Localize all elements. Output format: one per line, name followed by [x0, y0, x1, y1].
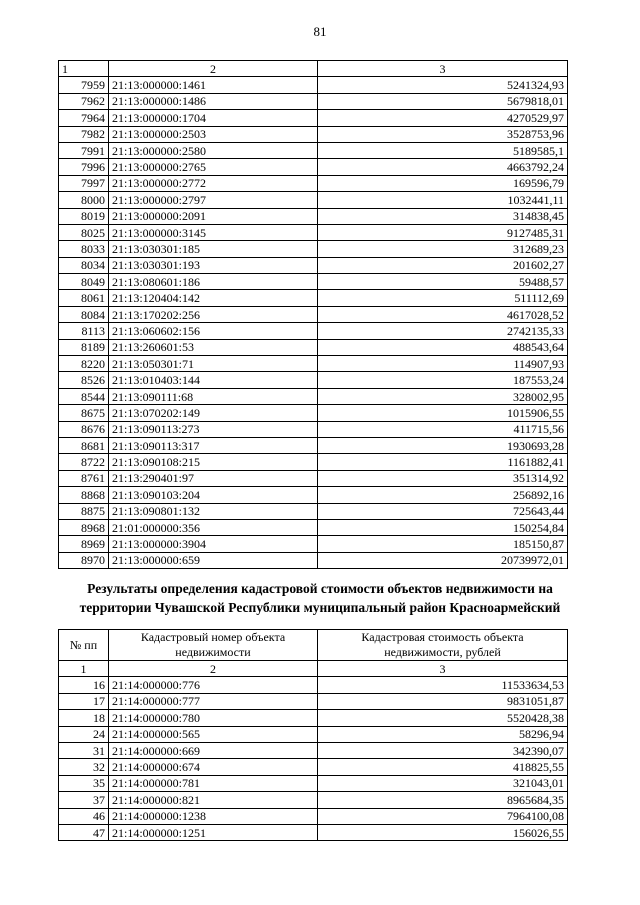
cadastral-number: 21:14:000000:674: [109, 759, 318, 775]
cadastral-value: 3528753,96: [318, 126, 568, 142]
table-row: [59, 536, 568, 552]
row-number: 8033: [59, 241, 109, 257]
table-row: [59, 470, 568, 486]
cadastral-number: 21:13:090113:273: [109, 421, 318, 437]
cadastral-value: 169596,79: [318, 175, 568, 191]
cadastral-value: 20739972,01: [318, 552, 568, 568]
column-index-3: 3: [318, 661, 568, 677]
cadastral-number: 21:13:000000:3904: [109, 536, 318, 552]
cadastral-value: 488543,64: [318, 339, 568, 355]
section-heading-line-2: территории Чувашской Республики муниципальный район Красноармейский: [79, 600, 561, 615]
section-heading: [40, 579, 600, 617]
row-number: 7997: [59, 175, 109, 191]
cadastral-number: 21:13:000000:2772: [109, 175, 318, 191]
row-number: 8969: [59, 536, 109, 552]
page-number: 81: [313, 24, 327, 39]
row-number: 8968: [59, 519, 109, 535]
cadastral-value: 4617028,52: [318, 306, 568, 322]
cadastral-value: 2742135,33: [318, 323, 568, 339]
table-row: [59, 503, 568, 519]
cadastral-value: 1015906,55: [318, 405, 568, 421]
table-row: [59, 93, 568, 109]
table-row: [59, 808, 568, 824]
cadastral-value: 185150,87: [318, 536, 568, 552]
cadastral-value: 321043,01: [318, 775, 568, 791]
column-header-number: 1: [59, 61, 109, 77]
cadastral-value: 5679818,01: [318, 93, 568, 109]
cadastral-value: 5189585,1: [318, 142, 568, 158]
cadastral-number: 21:13:000000:2580: [109, 142, 318, 158]
cadastral-number: 21:14:000000:821: [109, 792, 318, 808]
table-row: [59, 159, 568, 175]
cadastral-number: 21:13:120404:142: [109, 290, 318, 306]
row-number: 8025: [59, 224, 109, 240]
cadastral-value: 328002,95: [318, 388, 568, 404]
cadastral-value: 4663792,24: [318, 159, 568, 175]
row-number: 7991: [59, 142, 109, 158]
cadastral-number: 21:14:000000:565: [109, 726, 318, 742]
table-row: [59, 192, 568, 208]
row-number: 18: [59, 710, 109, 726]
table-index-row: [59, 661, 568, 677]
cadastral-value: 156026,55: [318, 824, 568, 840]
cadastral-number: 21:13:000000:2503: [109, 126, 318, 142]
table-row: [59, 77, 568, 93]
row-number: 8681: [59, 437, 109, 453]
cadastral-number: 21:13:030301:193: [109, 257, 318, 273]
row-number: 8761: [59, 470, 109, 486]
column-header-value: 3: [318, 61, 568, 77]
cadastral-number: 21:13:000000:1486: [109, 93, 318, 109]
cadastral-value: 1930693,28: [318, 437, 568, 453]
table-row: [59, 487, 568, 503]
cadastral-value: 59488,57: [318, 274, 568, 290]
table-row: [59, 519, 568, 535]
cadastral-number: 21:13:000000:2765: [109, 159, 318, 175]
row-number: 8034: [59, 257, 109, 273]
cadastral-number: 21:13:000000:2091: [109, 208, 318, 224]
row-number: 8544: [59, 388, 109, 404]
table-row: [59, 274, 568, 290]
table-row: [59, 775, 568, 791]
cadastral-value: 314838,45: [318, 208, 568, 224]
row-number: 8113: [59, 323, 109, 339]
cadastral-number: 21:13:010403:144: [109, 372, 318, 388]
table-row: [59, 437, 568, 453]
table-row: [59, 356, 568, 372]
row-number: 8676: [59, 421, 109, 437]
cadastral-number: 21:13:170202:256: [109, 306, 318, 322]
cadastral-number: 21:13:090103:204: [109, 487, 318, 503]
cadastral-value: 1161882,41: [318, 454, 568, 470]
table-row: [59, 339, 568, 355]
table-row: [59, 175, 568, 191]
column-header-cadastral-id: 2: [109, 61, 318, 77]
row-number: 8061: [59, 290, 109, 306]
cadastral-number: 21:14:000000:776: [109, 677, 318, 693]
cadastral-number: 21:13:090801:132: [109, 503, 318, 519]
row-number: 8000: [59, 192, 109, 208]
cadastral-value: 342390,07: [318, 742, 568, 758]
cadastral-value: 411715,56: [318, 421, 568, 437]
row-number: 8189: [59, 339, 109, 355]
row-number: 8526: [59, 372, 109, 388]
table-row: [59, 306, 568, 322]
table-row: [59, 792, 568, 808]
cadastral-value: 312689,23: [318, 241, 568, 257]
row-number: 32: [59, 759, 109, 775]
cadastral-value: 511112,69: [318, 290, 568, 306]
row-number: 7962: [59, 93, 109, 109]
table-row: [59, 742, 568, 758]
cadastral-number: 21:01:000000:356: [109, 519, 318, 535]
cadastral-value: 351314,92: [318, 470, 568, 486]
cadastral-number: 21:13:080601:186: [109, 274, 318, 290]
cadastral-value: 150254,84: [318, 519, 568, 535]
cadastral-value: 114907,93: [318, 356, 568, 372]
cadastral-value: 9127485,31: [318, 224, 568, 240]
row-number: 8875: [59, 503, 109, 519]
table-row: [59, 110, 568, 126]
row-number: 16: [59, 677, 109, 693]
table-row: [59, 142, 568, 158]
table-row: [59, 552, 568, 568]
cadastral-value: 256892,16: [318, 487, 568, 503]
cadastral-value: 9831051,87: [318, 693, 568, 709]
row-number: 7964: [59, 110, 109, 126]
cadastral-number: 21:13:000000:2797: [109, 192, 318, 208]
cadastral-number: 21:13:070202:149: [109, 405, 318, 421]
cadastral-value: 187553,24: [318, 372, 568, 388]
table-row: [59, 693, 568, 709]
cadastral-value: 58296,94: [318, 726, 568, 742]
table-row: [59, 372, 568, 388]
table-row: [59, 454, 568, 470]
row-number: 8084: [59, 306, 109, 322]
column-index-1: 1: [59, 661, 109, 677]
row-number: 7982: [59, 126, 109, 142]
row-number: 46: [59, 808, 109, 824]
cadastral-number: 21:13:090113:317: [109, 437, 318, 453]
cadastral-value: 5241324,93: [318, 77, 568, 93]
table-row: [59, 208, 568, 224]
row-number: 7996: [59, 159, 109, 175]
cadastral-number: 21:13:060602:156: [109, 323, 318, 339]
table-row: [59, 759, 568, 775]
cadastral-number: 21:13:000000:1704: [109, 110, 318, 126]
cadastral-value: 1032441,11: [318, 192, 568, 208]
cadastral-number: 21:14:000000:1251: [109, 824, 318, 840]
table-row: [59, 405, 568, 421]
row-number: 17: [59, 693, 109, 709]
row-number: 7959: [59, 77, 109, 93]
cadastral-value: 8965684,35: [318, 792, 568, 808]
cadastral-number: 21:13:000000:1461: [109, 77, 318, 93]
row-number: 8675: [59, 405, 109, 421]
cadastral-number: 21:13:090111:68: [109, 388, 318, 404]
cadastral-value: 7964100,08: [318, 808, 568, 824]
column-header-number: № пп: [59, 630, 109, 661]
cadastral-number: 21:14:000000:781: [109, 775, 318, 791]
table-row: [59, 224, 568, 240]
cadastral-value: 4270529,97: [318, 110, 568, 126]
table-row: [59, 388, 568, 404]
column-index-2: 2: [109, 661, 318, 677]
table-header-row: [59, 630, 568, 661]
row-number: 8970: [59, 552, 109, 568]
table-row: [59, 726, 568, 742]
cadastral-table-2: [58, 629, 568, 841]
cadastral-table-1: [58, 60, 568, 569]
cadastral-value: 11533634,53: [318, 677, 568, 693]
table-row: [59, 421, 568, 437]
row-number: 35: [59, 775, 109, 791]
cadastral-value: 5520428,38: [318, 710, 568, 726]
cadastral-number: 21:14:000000:669: [109, 742, 318, 758]
table-row: [59, 323, 568, 339]
column-header-cadastral-id: Кадастровый номер объекта недвижимости: [109, 630, 318, 661]
row-number: 37: [59, 792, 109, 808]
row-number: 8220: [59, 356, 109, 372]
cadastral-number: 21:13:260601:53: [109, 339, 318, 355]
row-number: 8019: [59, 208, 109, 224]
table-row: [59, 257, 568, 273]
table-row: [59, 290, 568, 306]
cadastral-number: 21:13:050301:71: [109, 356, 318, 372]
table-row: [59, 824, 568, 840]
row-number: 8722: [59, 454, 109, 470]
cadastral-number: 21:13:000000:659: [109, 552, 318, 568]
table-row: [59, 126, 568, 142]
table-row: [59, 677, 568, 693]
cadastral-number: 21:13:030301:185: [109, 241, 318, 257]
cadastral-number: 21:13:290401:97: [109, 470, 318, 486]
cadastral-number: 21:14:000000:777: [109, 693, 318, 709]
row-number: 8049: [59, 274, 109, 290]
cadastral-number: 21:13:000000:3145: [109, 224, 318, 240]
row-number: 24: [59, 726, 109, 742]
cadastral-number: 21:14:000000:780: [109, 710, 318, 726]
cadastral-number: 21:13:090108:215: [109, 454, 318, 470]
row-number: 47: [59, 824, 109, 840]
cadastral-value: 418825,55: [318, 759, 568, 775]
cadastral-number: 21:14:000000:1238: [109, 808, 318, 824]
row-number: 31: [59, 742, 109, 758]
cadastral-value: 201602,27: [318, 257, 568, 273]
row-number: 8868: [59, 487, 109, 503]
table-header-row: [59, 61, 568, 77]
table-row: [59, 241, 568, 257]
column-header-value: Кадастровая стоимость объекта недвижимости, рублей: [318, 630, 568, 661]
cadastral-value: 725643,44: [318, 503, 568, 519]
section-heading-line-1: Результаты определения кадастровой стоимости объектов недвижимости на: [87, 581, 553, 596]
table-row: [59, 710, 568, 726]
